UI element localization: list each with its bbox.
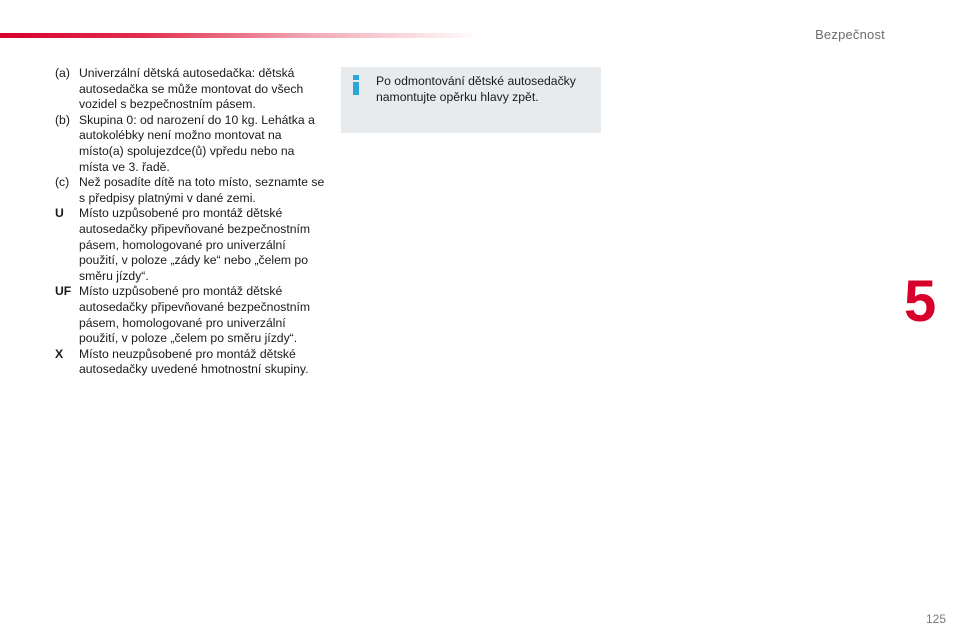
legend-item [55, 284, 325, 346]
header-accent-bar [0, 33, 480, 38]
legend-text: Skupina 0: od narození do 10 kg. Lehátka a autokolébky není možno montovat na místo(a) spolujezdce(ů) vpředu nebo na místa ve 3. řadě. [79, 112, 315, 174]
legend-item [55, 206, 325, 284]
info-box [341, 67, 601, 133]
legend-key: (c) [55, 175, 70, 190]
legend-text: Místo uzpůsobené pro montáž dětské autosedačky připevňované bezpečnostním pásem, homologované pro univerzální použití, v poloze „zády ke“ nebo „čelem po směru jízdy“. [79, 206, 311, 283]
info-text: Po odmontování dětské autosedačky namontujte opěrku hlavy zpět. [376, 74, 576, 104]
legend-key: X [55, 346, 64, 361]
legend-item [55, 113, 325, 175]
info-icon [351, 75, 361, 95]
legend-list [55, 66, 325, 378]
legend-key: U [55, 206, 64, 221]
page-number: 125 [925, 612, 946, 626]
legend-item [55, 175, 325, 206]
chapter-number: 5 [904, 269, 937, 334]
legend-text: Místo neuzpůsobené pro montáž dětské autosedačky uvedené hmotnostní skupiny. [79, 346, 309, 377]
legend-item [55, 347, 325, 378]
legend-key: (b) [55, 112, 70, 127]
legend-text: Než posadíte dítě na toto místo, seznamte se s předpisy platnými v dané zemi. [79, 175, 325, 205]
section-title: Bezpečnost [815, 27, 885, 42]
legend-key: UF [55, 284, 72, 299]
legend-text: Univerzální dětská autosedačka: dětská autosedačka se může montovat do všech vozidel s bezpečnostním pásem. [79, 66, 304, 112]
legend-item [55, 66, 325, 113]
legend-text: Místo uzpůsobené pro montáž dětské autosedačky připevňované bezpečnostním pásem, homologované pro univerzální použití, v poloze „čelem po směru jízdy“. [79, 284, 311, 346]
legend-key: (a) [55, 66, 70, 80]
